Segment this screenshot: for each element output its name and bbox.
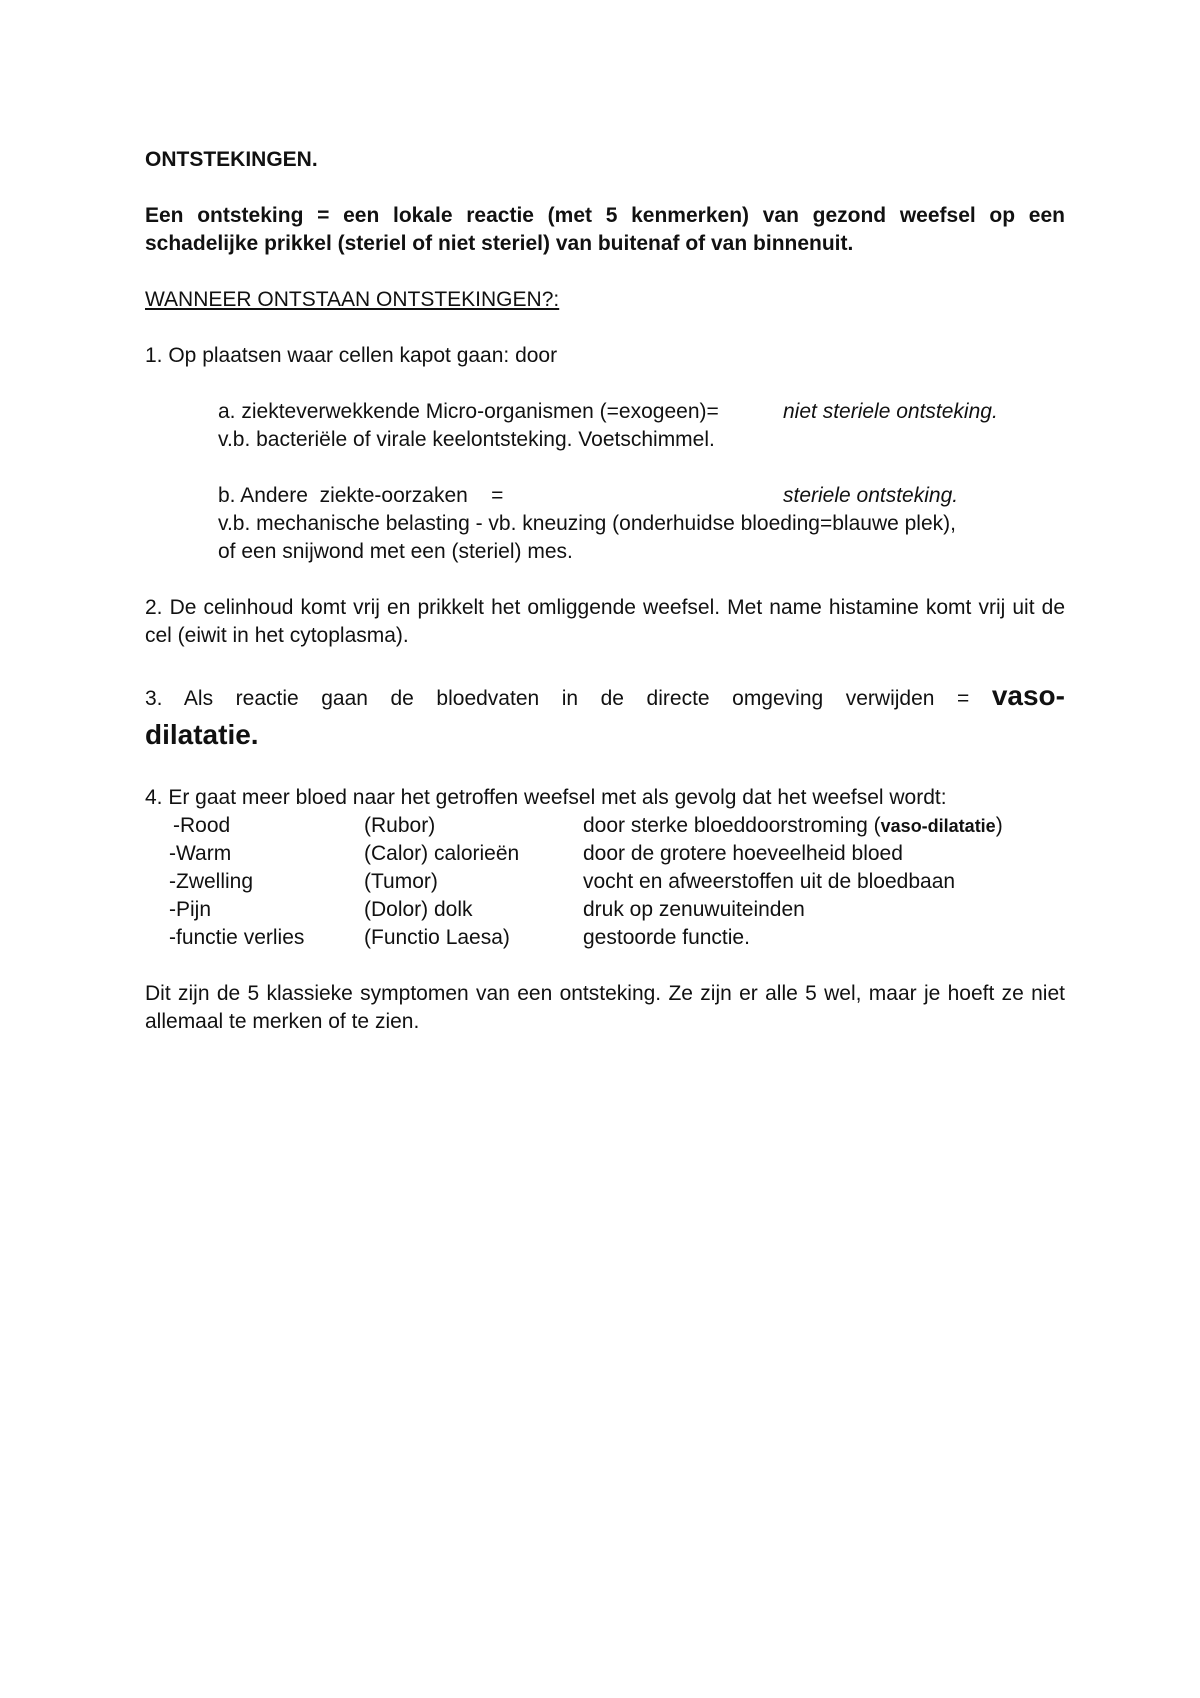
item-a-result: niet steriele ontsteking. (783, 400, 998, 423)
point1-item-a (218, 398, 1065, 454)
symptom-row (145, 868, 1065, 896)
symptom-latin: (Rubor) (364, 814, 436, 837)
point1-intro: 1. Op plaatsen waar cellen kapot gaan: door (145, 344, 558, 367)
point3-line1 (145, 678, 1065, 717)
item-b-example-line1: v.b. mechanische belasting - vb. kneuzing (onderhuidse bloeding=blauwe plek), (218, 512, 956, 535)
conclusion-paragraph: Dit zijn de 5 klassieke symptomen van een ontsteking. Ze zijn er alle 5 wel, maar je hoeft ze niet allemaal te merken of te zien. (145, 982, 1065, 1033)
item-b-row (218, 482, 1065, 510)
point3-text: 3. Als reactie gaan de bloedvaten in de directe omgeving verwijden = (145, 687, 970, 710)
symptom-name: -Warm (169, 842, 232, 865)
symptom-row (145, 924, 1065, 952)
symptom-description: vocht en afweerstoffen uit de bloedbaan (583, 870, 956, 893)
item-a-row (218, 398, 1065, 426)
point1-item-b (218, 482, 1065, 566)
symptom-row (145, 812, 1065, 840)
symptom-note: vaso-dilatatie (880, 816, 996, 836)
point3-emphasis-part1: vaso- (991, 680, 1065, 711)
symptom-latin: (Functio Laesa) (364, 926, 510, 949)
symptom-row (145, 840, 1065, 868)
document-body (145, 146, 1065, 1064)
symptom-name: -Pijn (169, 898, 212, 921)
item-b-example-line2: of een snijwond met een (steriel) mes. (218, 540, 573, 563)
item-b-cause: b. Andere ziekte-oorzaken = (218, 484, 504, 507)
point3-line2 (145, 717, 1065, 756)
item-a-example: v.b. bacteriële of virale keelontsteking. Voetschimmel. (218, 428, 715, 451)
symptom-description-text: door sterke bloeddoorstroming ( (583, 814, 881, 837)
symptom-latin: (Tumor) (364, 870, 438, 893)
item-a-cause: a. ziekteverwekkende Micro-organismen (=exogeen)= (218, 400, 719, 423)
symptom-description: door de grotere hoeveelheid bloed (583, 842, 903, 865)
symptom-list (145, 812, 1065, 952)
symptom-latin: (Dolor) dolk (364, 898, 473, 921)
item-b-result: steriele ontsteking. (783, 484, 959, 507)
definition-paragraph: Een ontsteking = een lokale reactie (met 5 kenmerken) van gezond weefsel op een schadelijke prikkel (steriel of niet steriel) van buitenaf of van binnenuit. (145, 204, 1065, 255)
section-heading: WANNEER ONTSTAAN ONTSTEKINGEN?: (145, 288, 560, 311)
document-title: ONTSTEKINGEN. (145, 148, 318, 171)
point4-intro: 4. Er gaat meer bloed naar het getroffen weefsel met als gevolg dat het weefsel wordt: (145, 786, 947, 809)
symptom-row (145, 896, 1065, 924)
symptom-description (583, 812, 1003, 840)
symptom-name: -Zwelling (169, 870, 254, 893)
symptom-note-tail: ) (995, 814, 1003, 837)
symptom-latin: (Calor) calorieën (364, 842, 520, 865)
symptom-description: druk op zenuwuiteinden (583, 898, 805, 921)
symptom-description: gestoorde functie. (583, 926, 750, 949)
point3-paragraph (145, 678, 1065, 756)
symptom-name: -functie verlies (169, 926, 305, 949)
point3-emphasis-part2: dilatatie. (145, 719, 259, 750)
point2-paragraph: 2. De celinhoud komt vrij en prikkelt het omliggende weefsel. Met name histamine komt vrij uit de cel (eiwit in het cytoplasma). (145, 596, 1065, 647)
symptom-name: -Rood (173, 814, 231, 837)
